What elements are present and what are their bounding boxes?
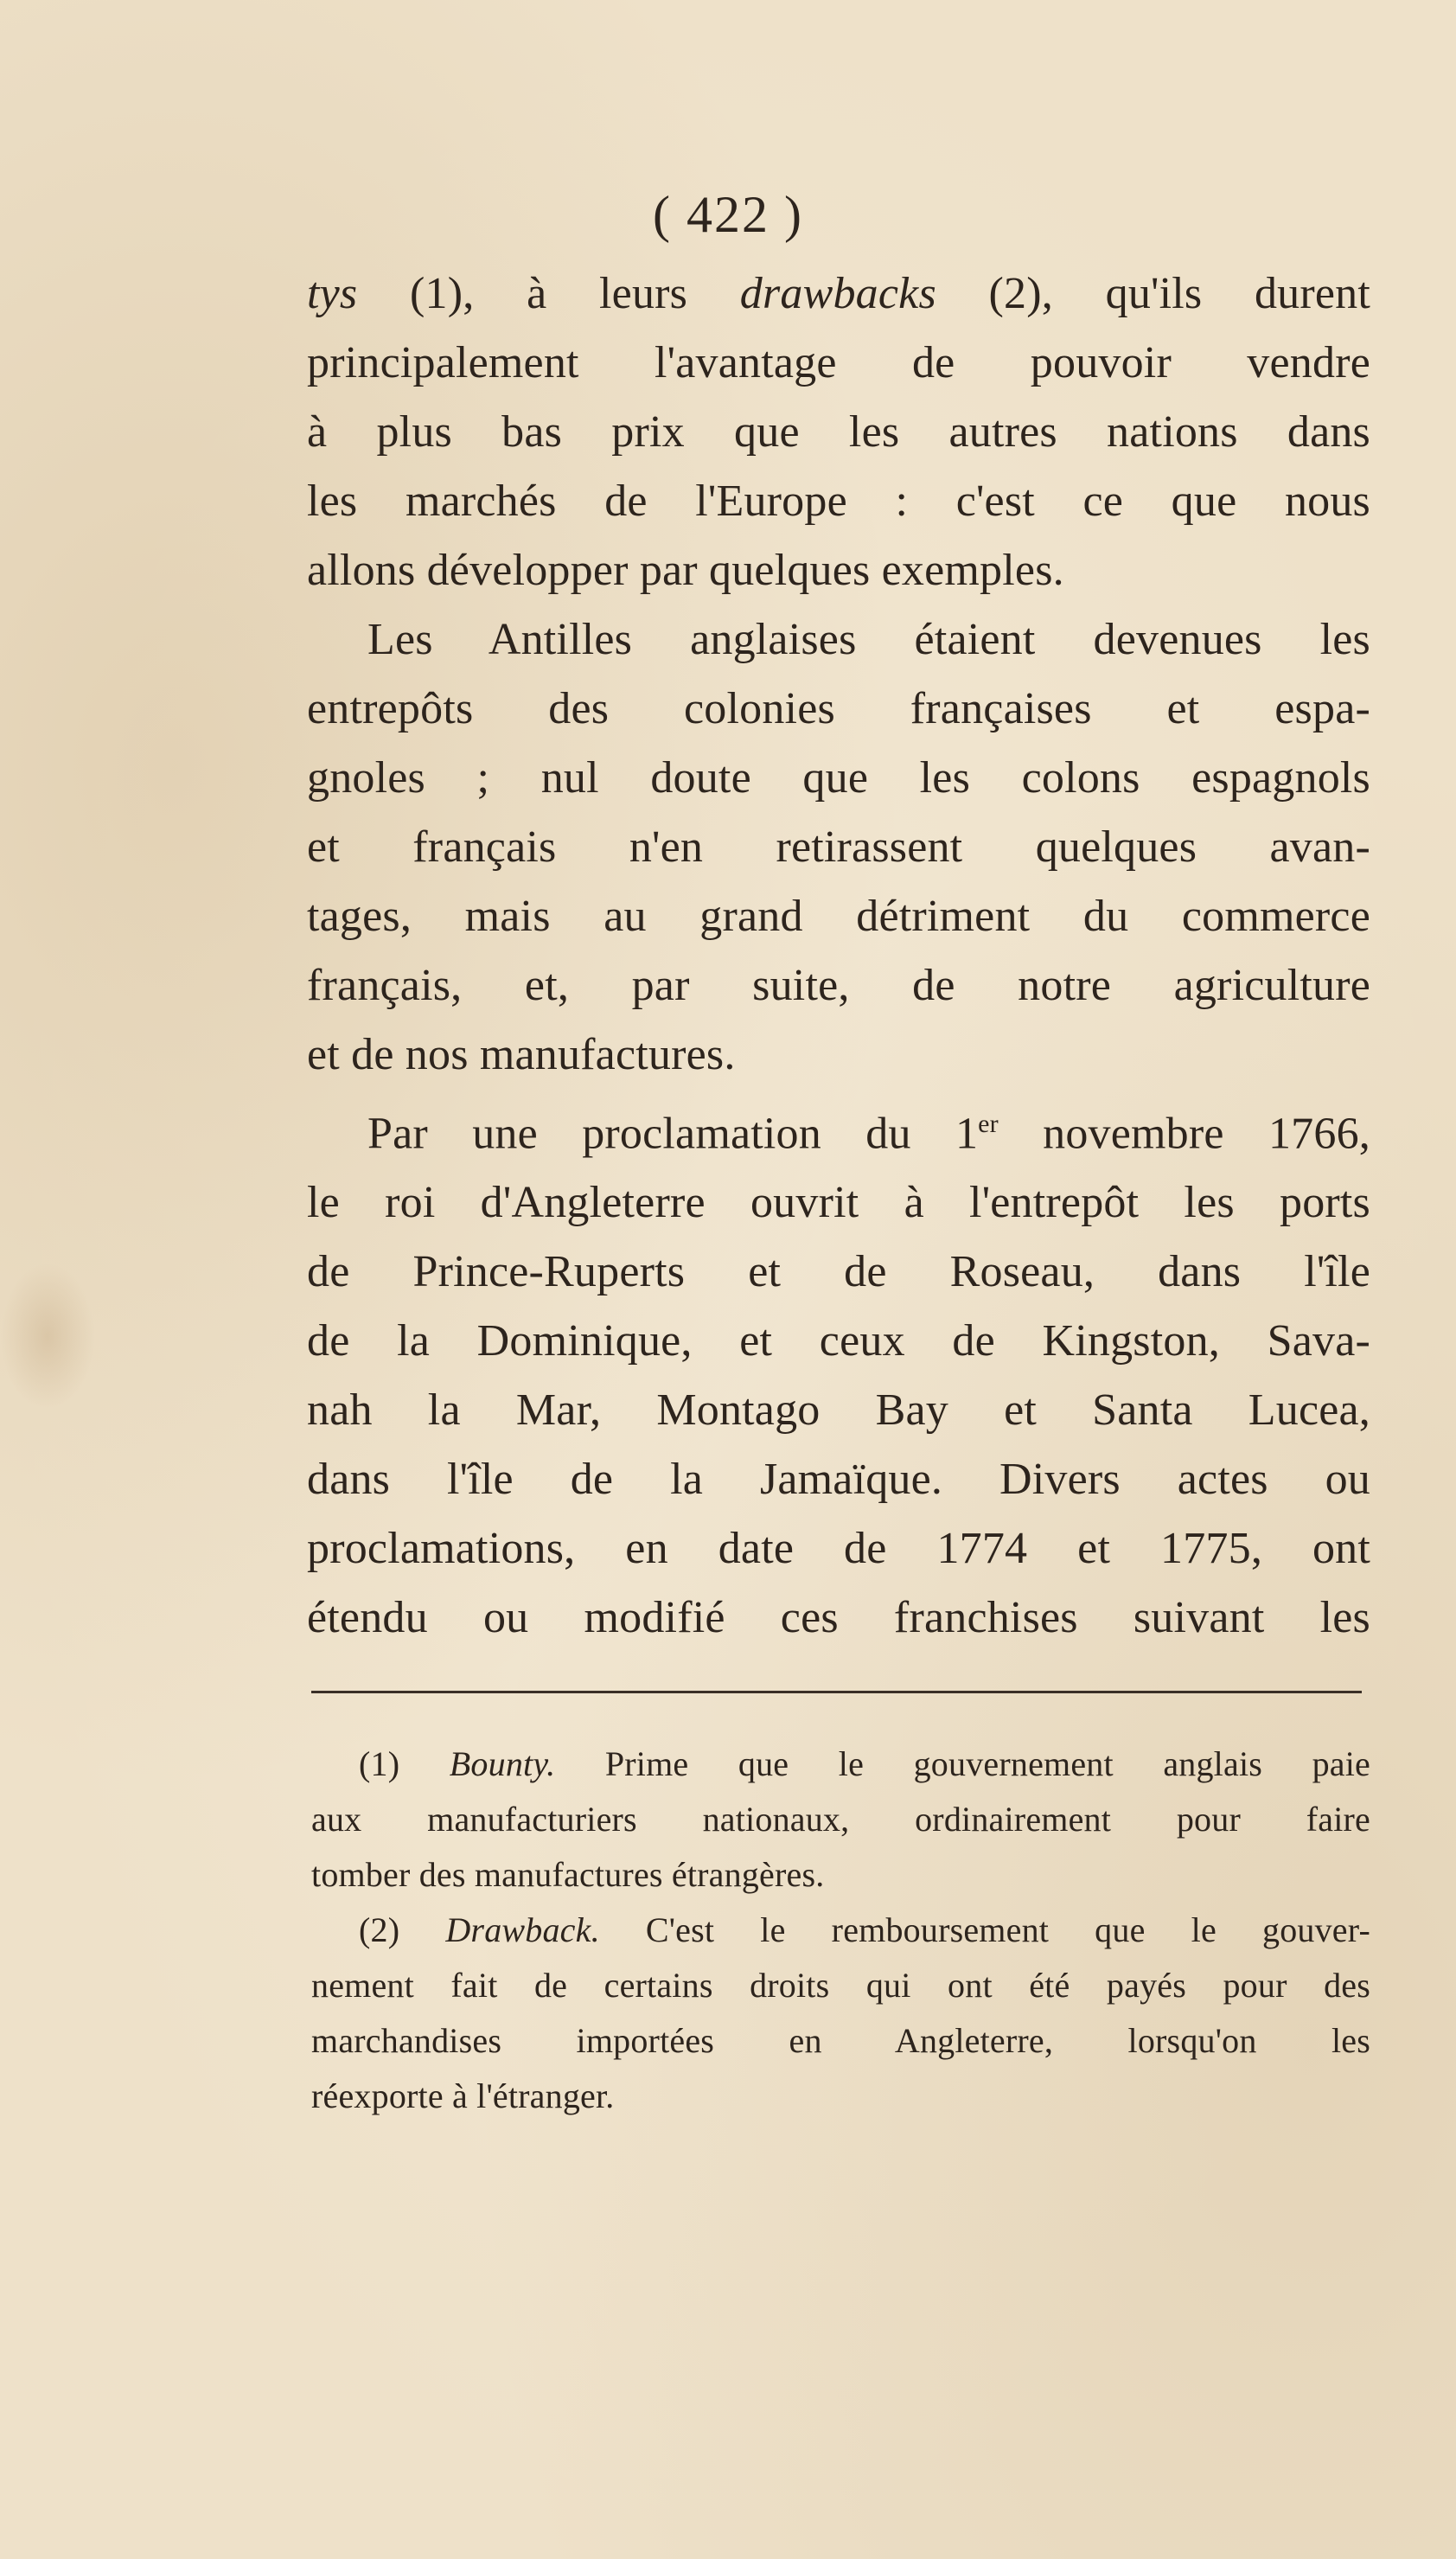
text-fragment: Par une proclamation du 1	[367, 1109, 979, 1159]
text-line: de Prince-Ruperts et de Roseau, dans l'île	[307, 1247, 1370, 1297]
text-line: Les Antilles anglaises étaient devenues les	[367, 615, 1370, 664]
page-number: ( 422 )	[653, 186, 803, 243]
text-line: et français n'en retirassent quelques avan-	[307, 822, 1370, 872]
text-line: à plus bas prix que les autres nations dans	[307, 407, 1370, 457]
text-line: proclamations, en date de 1774 et 1775, ont	[307, 1524, 1370, 1574]
italic-term: tys	[307, 269, 358, 318]
main-text	[307, 259, 1370, 1653]
text-line	[307, 259, 1370, 329]
footnote-line: nement fait de certains droits qui ont été payés pour des	[311, 1966, 1370, 2005]
footnote-marker: (1)	[359, 1744, 450, 1783]
footnote-divider	[311, 1691, 1362, 1693]
text-line: les marchés de l'Europe : c'est ce que nous	[307, 477, 1370, 526]
paper-stain	[0, 1263, 95, 1410]
text-line: entrepôts des colonies françaises et espa-	[307, 684, 1370, 733]
footnote-marker: (2)	[359, 1910, 446, 1949]
italic-term: drawbacks	[739, 269, 936, 318]
footnote-term: Drawback.	[445, 1910, 600, 1949]
text-line: français, et, par suite, de notre agriculture	[307, 961, 1370, 1010]
text-line: gnoles ; nul doute que les colons espagnols	[307, 753, 1370, 803]
text-line: allons développer par quelques exemples.	[307, 546, 1064, 595]
text-line: le roi d'Angleterre ouvrit à l'entrepôt les ports	[307, 1178, 1370, 1228]
footnote-line: marchandises importées en Angleterre, lorsqu'on les	[311, 2021, 1370, 2060]
text-fragment: (2), qu'ils durent	[936, 269, 1371, 318]
superscript: er	[978, 1110, 999, 1138]
text-line: étendu ou modifié ces franchises suivant les	[307, 1593, 1370, 1643]
footnote-line: réexporte à l'étranger.	[311, 2076, 615, 2115]
text-line: de la Dominique, et ceux de Kingston, Sava-	[307, 1316, 1370, 1366]
footnote-term: Bounty.	[449, 1744, 556, 1783]
footnotes	[311, 1737, 1370, 2124]
text-fragment: (1), à leurs	[357, 269, 740, 318]
footnote-line: tomber des manufactures étrangères.	[311, 1855, 825, 1894]
footnote-line	[311, 1903, 1370, 1958]
footnote-line: aux manufacturiers nationaux, ordinairement pour faire	[311, 1800, 1370, 1839]
text-line: nah la Mar, Montago Bay et Santa Lucea,	[307, 1385, 1370, 1436]
text-line: dans l'île de la Jamaïque. Divers actes ou	[307, 1455, 1370, 1505]
text-line: principalement l'avantage de pouvoir vendre	[307, 338, 1370, 387]
text-line	[307, 1090, 1370, 1168]
text-fragment: C'est le remboursement que le gouver-	[599, 1910, 1370, 1949]
footnote-line	[311, 1737, 1370, 1792]
text-line: et de nos manufactures.	[307, 1030, 736, 1079]
text-fragment: novembre 1766,	[998, 1109, 1370, 1159]
text-fragment: Prime que le gouvernement anglais paie	[555, 1744, 1370, 1783]
text-line: tages, mais au grand détriment du commerce	[307, 892, 1370, 941]
